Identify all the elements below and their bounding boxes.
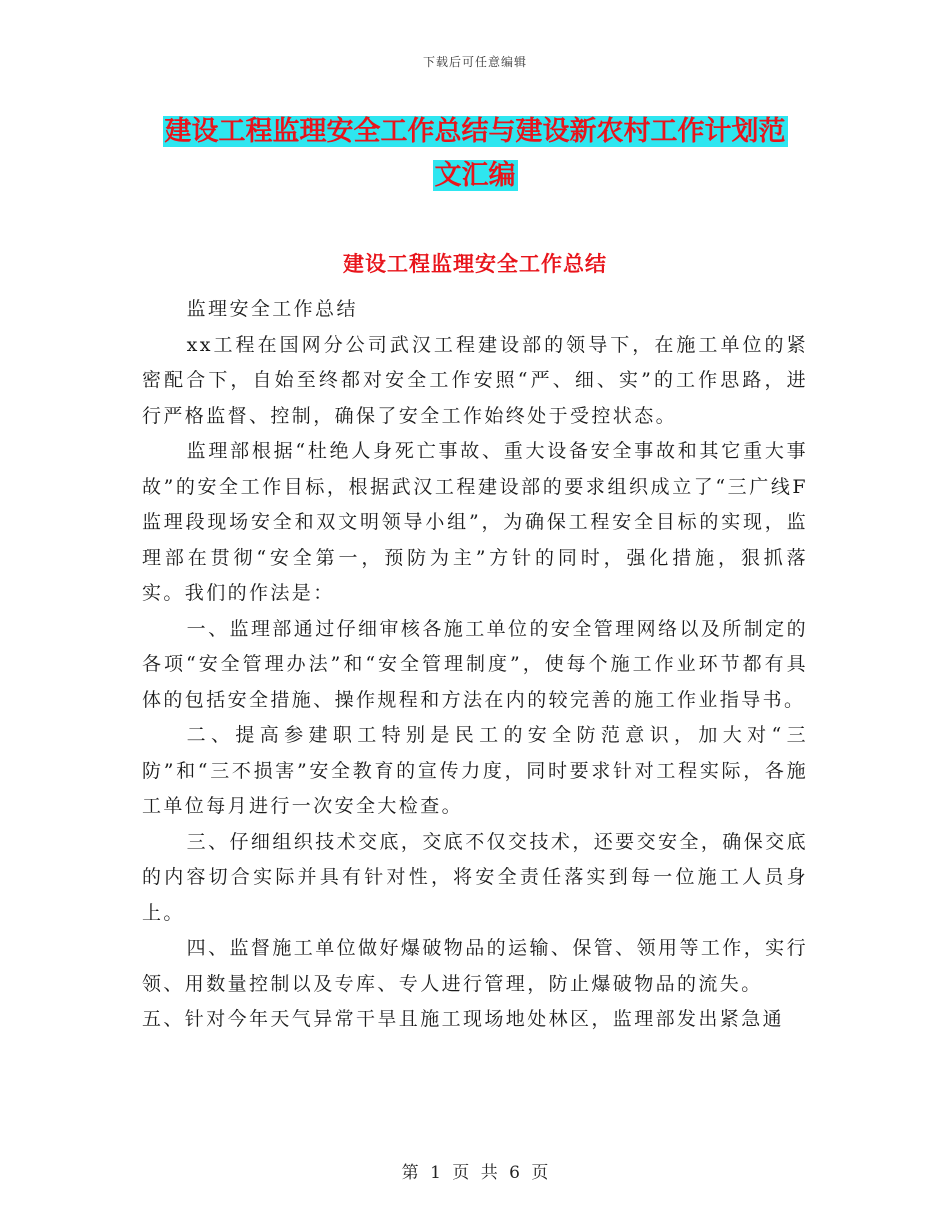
paragraph: 二、提高参建职工特别是民工的安全防范意识，加大对“三防”和“三不损害”安全教育的宣传力度，同时要求针对工程实际，各施工单位每月进行一次安全大检查。 [142,724,808,817]
document-title-line-2: 文汇编 [434,160,516,191]
paragraph: xx工程在国网分公司武汉工程建设部的领导下，在施工单位的紧密配合下，自始至终都对安全工作安照“严、细、实”的工作思路，进行严格监督、控制，确保了安全工作始终处于受控状态。 [142,333,808,427]
page-header-note: 下载后可任意编辑 [422,55,527,69]
page-number: 第 1 页 共 6 页 [401,1163,549,1183]
paragraph: 三、仔细组织技术交底，交底不仅交技术，还要交安全，确保交底的内容切合实际并具有针对性，将安全责任落实到每一位施工人员身上。 [142,830,808,924]
document-body [142,292,808,1038]
document-title [140,110,810,198]
paragraph: 四、监督施工单位做好爆破物品的运输、保管、领用等工作，实行领、用数量控制以及专库、专人进行管理，防止爆破物品的流失。 [142,937,808,995]
document-title-line-1: 建设工程监理安全工作总结与建设新农村工作计划范 [164,116,786,147]
paragraph-subheading: 监理安全工作总结 [186,298,358,320]
paragraph: 一、监理部通过仔细审核各施工单位的安全管理网络以及所制定的各项“安全管理办法”和“安全管理制度”，使每个施工作业环节都有具体的包括安全措施、操作规程和方法在内的较完善的施工作业指导书。 [142,617,808,711]
paragraph: 五、针对今年天气异常干旱且施工现场地处林区，监理部发出紧急通 [142,1008,785,1030]
section-title: 建设工程监理安全工作总结 [343,251,607,276]
paragraph: 监理部根据“杜绝人身死亡事故、重大设备安全事故和其它重大事故”的安全工作目标，根据武汉工程建设部的要求组织成立了“三广线F监理段现场安全和双文明领导小组”，为确保工程安全目标的实现，监理部在贯彻“安全第一，预防为主”方针的同时，强化措施，狠抓落实。我们的作法是： [142,440,808,604]
